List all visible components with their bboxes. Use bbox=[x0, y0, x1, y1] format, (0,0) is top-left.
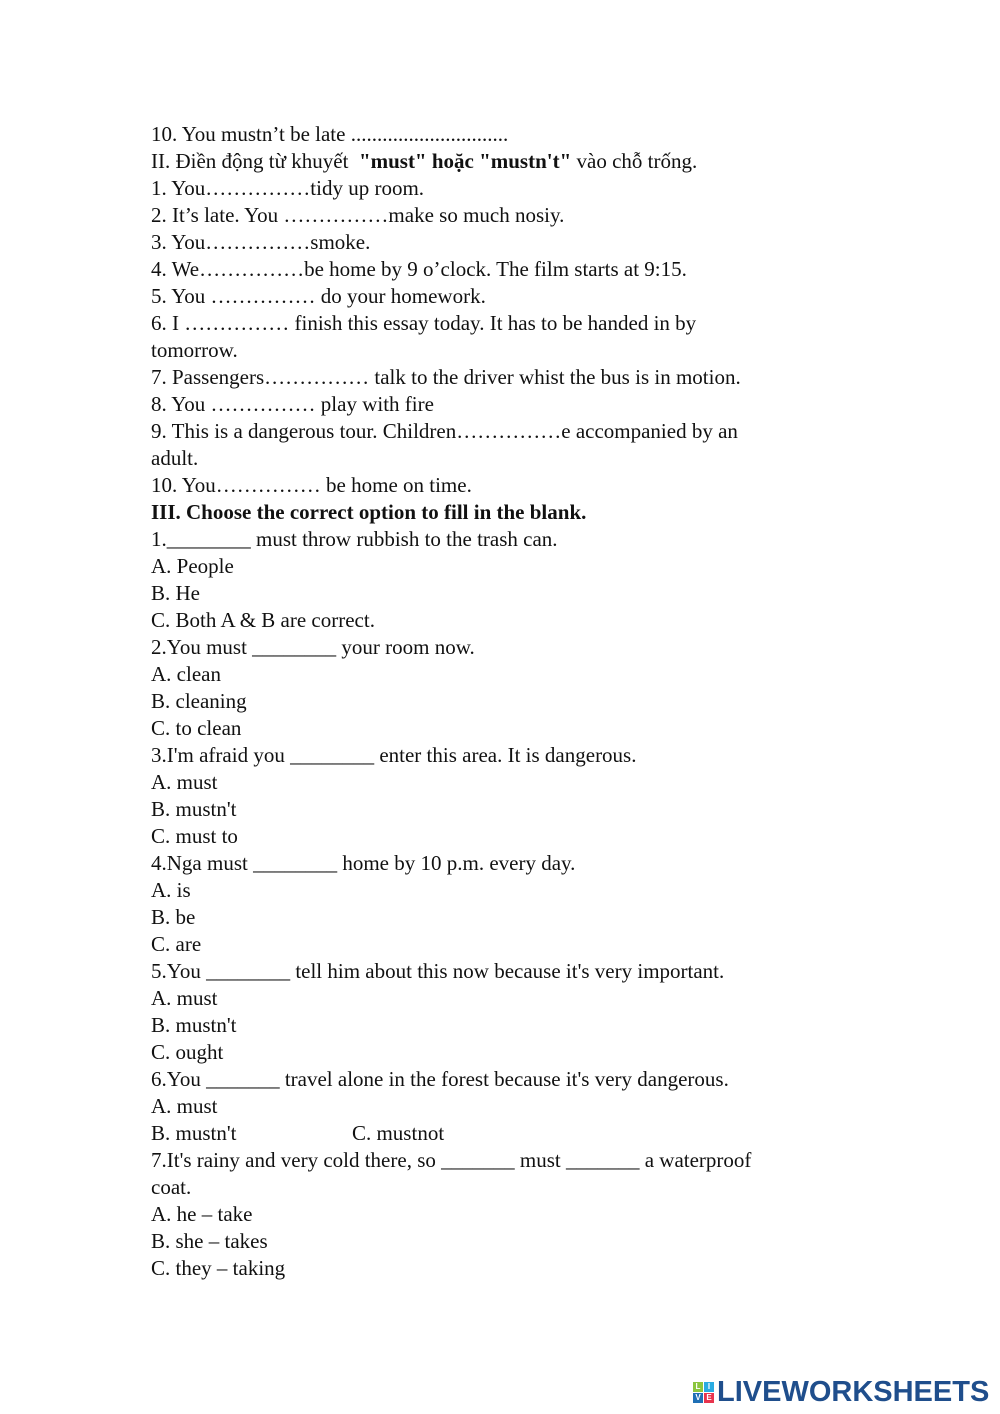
text-line bbox=[151, 688, 851, 715]
text-segment: C. Both A & B are correct. bbox=[151, 608, 375, 632]
text-segment: C. they – taking bbox=[151, 1256, 286, 1280]
text-line bbox=[151, 661, 851, 688]
text-line bbox=[151, 1093, 851, 1120]
text-segment: C. to clean bbox=[151, 716, 242, 740]
logo-text: LIVEWORKSHEETS bbox=[717, 1376, 990, 1408]
text-segment: vào chỗ trống. bbox=[571, 149, 698, 173]
text-line bbox=[151, 580, 851, 607]
text-line bbox=[151, 877, 851, 904]
text-segment: A. must bbox=[151, 1094, 218, 1118]
text-segment: A. must bbox=[151, 770, 218, 794]
text-line bbox=[151, 364, 851, 391]
text-line bbox=[151, 229, 851, 256]
text-line bbox=[151, 850, 851, 877]
text-line bbox=[151, 1147, 851, 1174]
text-line bbox=[151, 1012, 851, 1039]
text-segment: 2. It’s late. You ……………make so much nosiy. bbox=[151, 203, 565, 227]
text-line bbox=[151, 445, 851, 472]
text-segment: B. cleaning bbox=[151, 689, 247, 713]
text-segment: 8. You …………… play with fire bbox=[151, 392, 434, 416]
text-line bbox=[151, 607, 851, 634]
logo-tile: E bbox=[704, 1393, 714, 1403]
text-segment: tomorrow. bbox=[151, 338, 238, 362]
text-segment: 1.________ must throw rubbish to the trash can. bbox=[151, 527, 558, 551]
text-segment: B. mustn't bbox=[151, 797, 237, 821]
text-line bbox=[151, 256, 851, 283]
text-segment: B. be bbox=[151, 905, 196, 929]
text-line bbox=[151, 1228, 851, 1255]
text-segment: 10. You…………… be home on time. bbox=[151, 473, 472, 497]
text-segment: II. Điền động từ khuyết bbox=[151, 149, 359, 173]
text-line bbox=[151, 202, 851, 229]
text-segment: 6. I …………… finish this essay today. It has to be handed in by bbox=[151, 311, 697, 335]
text-segment: 1. You……………tidy up room. bbox=[151, 176, 425, 200]
text-line bbox=[151, 823, 851, 850]
text-line bbox=[151, 310, 851, 337]
text-line bbox=[151, 931, 851, 958]
text-line bbox=[151, 985, 851, 1012]
text-segment: A. he – take bbox=[151, 1202, 253, 1226]
text-segment: 5.You ________ tell him about this now because it's very important. bbox=[151, 959, 725, 983]
text-segment: 4.Nga must ________ home by 10 p.m. every day. bbox=[151, 851, 576, 875]
text-segment: adult. bbox=[151, 446, 199, 470]
text-line bbox=[151, 418, 851, 445]
text-segment: 6.You _______ travel alone in the forest because it's very dangerous. bbox=[151, 1067, 729, 1091]
text-line bbox=[151, 337, 851, 364]
text-segment: 7. Passengers…………… talk to the driver whist the bus is in motion. bbox=[151, 365, 741, 389]
text-segment: 7.It's rainy and very cold there, so _______ must _______ a waterproof bbox=[151, 1148, 752, 1172]
text-segment: B. mustn't bbox=[151, 1013, 237, 1037]
logo-tile: I bbox=[704, 1382, 714, 1392]
text-segment: B. He bbox=[151, 581, 200, 605]
text-segment: 10. You mustn’t be late .............................. bbox=[151, 122, 509, 146]
logo-tiles-icon bbox=[693, 1382, 714, 1403]
text-segment: 3.I'm afraid you ________ enter this area. It is dangerous. bbox=[151, 743, 637, 767]
text-line bbox=[151, 634, 851, 661]
text-line bbox=[151, 904, 851, 931]
text-line bbox=[151, 499, 851, 526]
text-segment: B. she – takes bbox=[151, 1229, 268, 1253]
text-line bbox=[151, 742, 851, 769]
text-segment: A. People bbox=[151, 554, 234, 578]
text-segment: 5. You …………… do your homework. bbox=[151, 284, 486, 308]
text-segment: A. is bbox=[151, 878, 191, 902]
text-line bbox=[151, 796, 851, 823]
text-line bbox=[151, 958, 851, 985]
text-line bbox=[151, 283, 851, 310]
text-segment: 2.You must ________ your room now. bbox=[151, 635, 475, 659]
text-segment: C. must to bbox=[151, 824, 238, 848]
text-segment: 4. We……………be home by 9 o’clock. The film starts at 9:15. bbox=[151, 257, 687, 281]
liveworksheets-logo bbox=[693, 1376, 989, 1409]
text-segment: A. must bbox=[151, 986, 218, 1010]
text-line bbox=[151, 769, 851, 796]
bold-text: III. Choose the correct option to fill in the blank. bbox=[151, 500, 587, 524]
text-line bbox=[151, 148, 851, 175]
text-segment: coat. bbox=[151, 1175, 192, 1199]
text-line bbox=[151, 1201, 851, 1228]
text-segment: B. mustn't C. mustnot bbox=[151, 1121, 445, 1145]
text-line bbox=[151, 1174, 851, 1201]
logo-tile: V bbox=[693, 1393, 703, 1403]
text-line bbox=[151, 391, 851, 418]
logo-tile: L bbox=[693, 1382, 703, 1392]
text-segment: A. clean bbox=[151, 662, 221, 686]
text-line bbox=[151, 1039, 851, 1066]
text-line bbox=[151, 472, 851, 499]
text-line bbox=[151, 526, 851, 553]
text-segment: C. are bbox=[151, 932, 202, 956]
text-line bbox=[151, 1066, 851, 1093]
text-line bbox=[151, 121, 851, 148]
text-line bbox=[151, 1255, 851, 1282]
text-line bbox=[151, 715, 851, 742]
text-segment: 9. This is a dangerous tour. Children……………e accompanied by an bbox=[151, 419, 738, 443]
text-segment: 3. You……………smoke. bbox=[151, 230, 371, 254]
text-line bbox=[151, 1120, 851, 1147]
text-line bbox=[151, 553, 851, 580]
text-segment: C. ought bbox=[151, 1040, 224, 1064]
bold-text: "must" hoặc "mustn't" bbox=[358, 149, 572, 173]
worksheet-body bbox=[151, 121, 851, 1282]
text-line bbox=[151, 175, 851, 202]
